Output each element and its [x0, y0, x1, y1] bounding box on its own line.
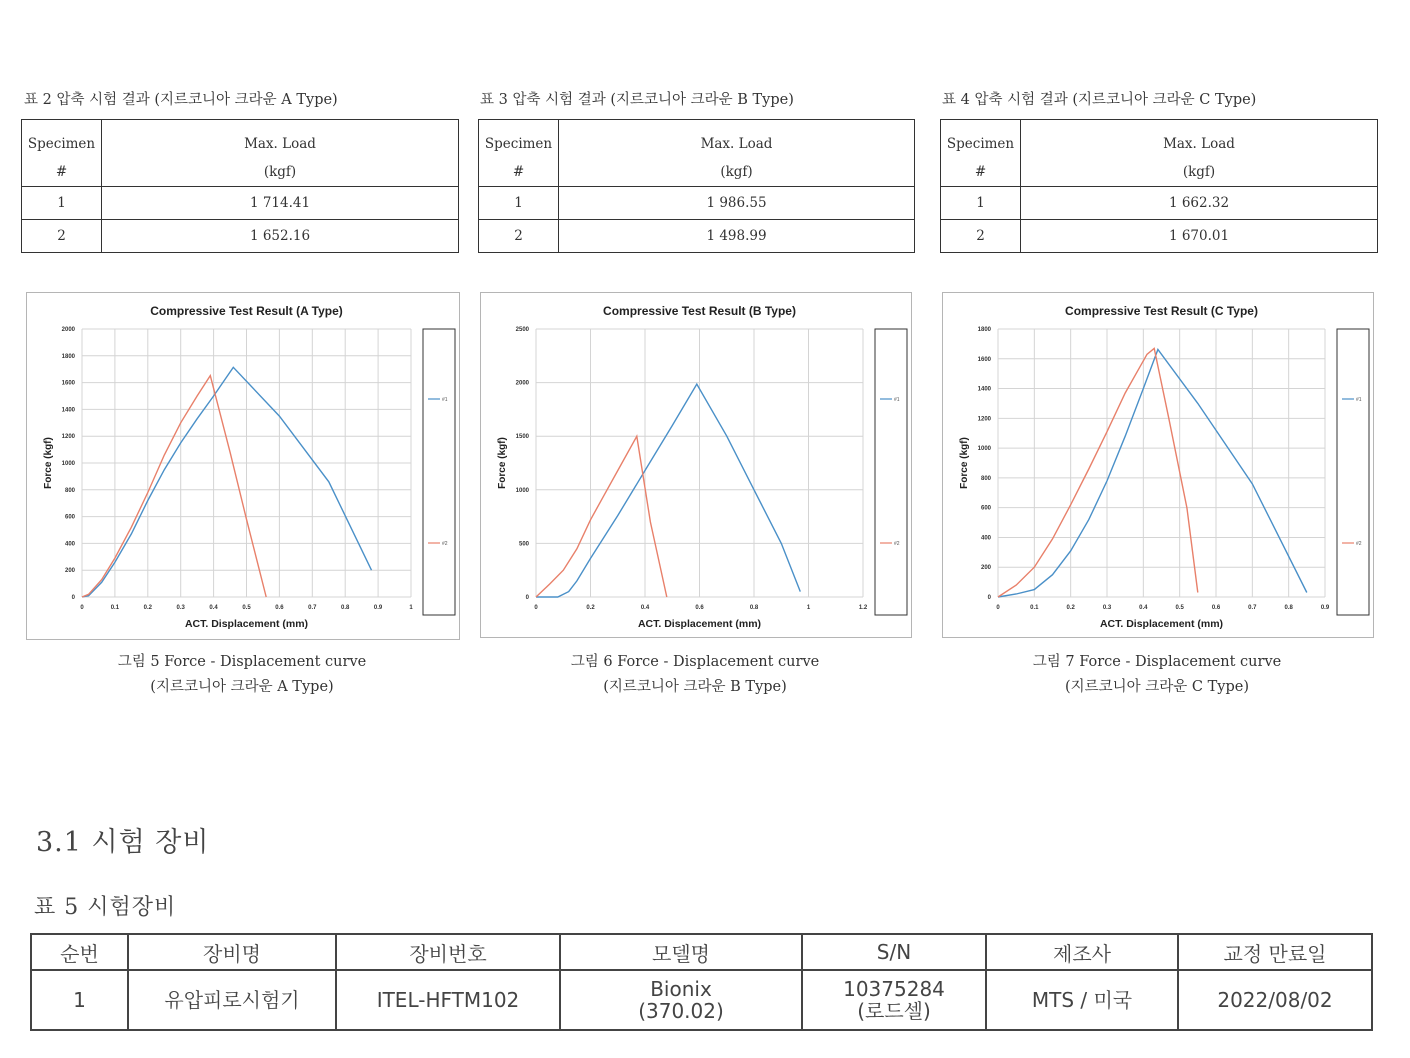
x-tick-label: 0.8 [749, 605, 759, 611]
x-tick-label: 0.2 [586, 605, 595, 611]
x-tick-label: 1.2 [858, 605, 868, 611]
y-tick-label: 400 [64, 541, 75, 548]
chart-c [942, 292, 1374, 638]
chart-title: Compressive Test Result (B Type) [603, 304, 796, 318]
equipment-header-row: 순번 장비명 장비번호 모델명 S/N 제조사 교정 만료일 [31, 934, 1372, 970]
table-4-caption: 표 4 압축 시험 결과 (지르코니아 크라운 C Type) [942, 92, 1257, 108]
legend-box [423, 329, 455, 615]
legend-entry: #1 [442, 397, 448, 403]
table-row: 1 1 662.32 [941, 187, 1378, 220]
legend-box [875, 329, 907, 615]
result-table-b [478, 119, 915, 253]
y-tick-label: 500 [518, 541, 529, 548]
x-tick-label: 0.9 [1320, 605, 1330, 611]
figure-6-caption: 그림 6 Force - Displacement curve (지르코니아 크라운 B Type) [570, 654, 820, 695]
series-line-2 [82, 376, 266, 597]
y-tick-label: 1000 [515, 487, 529, 494]
y-tick-label: 1000 [977, 446, 991, 453]
y-tick-label: 1500 [515, 434, 529, 441]
table-row: 2 1 670.01 [941, 220, 1378, 253]
y-tick-label: 2000 [61, 327, 75, 333]
x-tick-label: 0.8 [341, 605, 350, 611]
series-line-1 [536, 384, 800, 597]
x-axis-label: ACT. Displacement (mm) [184, 618, 309, 630]
x-tick-label: 0 [996, 605, 1000, 611]
table-2-caption: 표 2 압축 시험 결과 (지르코니아 크라운 A Type) [24, 92, 338, 108]
legend-entry: #2 [1356, 541, 1362, 547]
x-tick-label: 0.8 [1284, 605, 1293, 611]
specimen-header: Specimen # [941, 120, 1021, 187]
figure-7-caption: 그림 7 Force - Displacement curve (지르코니아 크라운 C Type) [1032, 654, 1282, 695]
x-tick-label: 0.7 [1248, 605, 1257, 611]
table-row: 2 1 498.99 [479, 220, 915, 253]
table-5-caption: 표 5 시험장비 [34, 895, 177, 920]
x-tick-label: 0.5 [1175, 605, 1184, 611]
y-tick-label: 2000 [515, 380, 529, 387]
x-tick-label: 0.1 [1030, 605, 1039, 611]
series-line-2 [998, 348, 1198, 597]
y-tick-label: 1200 [977, 416, 991, 423]
result-table-c [940, 119, 1378, 253]
y-tick-label: 1400 [61, 407, 75, 414]
figure-5-caption: 그림 5 Force - Displacement curve (지르코니아 크라운 A Type) [117, 654, 367, 695]
chart-c-svg [943, 293, 1373, 637]
legend-box [1337, 329, 1369, 615]
load-header: Max. Load (kgf) [559, 120, 915, 187]
chart-title: Compressive Test Result (C Type) [1065, 304, 1258, 318]
legend-entry: #1 [1356, 397, 1362, 403]
x-tick-label: 0.4 [640, 605, 650, 611]
x-tick-label: 0.9 [373, 605, 383, 611]
y-tick-label: 800 [64, 487, 75, 494]
y-axis-label: Force (kgf) [959, 437, 970, 489]
y-tick-label: 0 [71, 595, 75, 601]
equipment-table [30, 933, 1373, 1031]
y-tick-label: 600 [980, 505, 991, 512]
table-3-caption: 표 3 압축 시험 결과 (지르코니아 크라운 B Type) [480, 92, 794, 108]
chart-a-svg [27, 293, 459, 639]
y-tick-label: 0 [987, 595, 991, 601]
series-line-1 [82, 367, 372, 597]
specimen-header: Specimen # [479, 120, 559, 187]
x-tick-label: 1 [806, 605, 811, 611]
x-tick-label: 0.7 [308, 605, 317, 611]
table-row: 1 1 986.55 [479, 187, 915, 220]
load-header: Max. Load (kgf) [1021, 120, 1378, 187]
y-tick-label: 0 [525, 595, 529, 601]
x-tick-label: 0.5 [242, 605, 251, 611]
series-line-2 [536, 436, 667, 597]
y-tick-label: 800 [980, 475, 991, 482]
table-row: 1 1 714.41 [22, 187, 459, 220]
y-tick-label: 1600 [61, 380, 75, 387]
table-row: 1 유압피로시험기 ITEL-HFTM102 Bionix (370.02) 10375284 (로드셀) MTS / 미국 2022/08/02 [31, 970, 1372, 1030]
y-tick-label: 200 [980, 565, 991, 572]
chart-b [480, 292, 912, 638]
y-axis-label: Force (kgf) [43, 437, 54, 489]
chart-b-svg [481, 293, 911, 637]
load-header: Max. Load (kgf) [102, 120, 459, 187]
series-line-1 [998, 350, 1307, 598]
x-tick-label: 0.4 [1139, 605, 1148, 611]
x-tick-label: 0.4 [209, 605, 218, 611]
x-axis-label: ACT. Displacement (mm) [637, 618, 762, 630]
y-tick-label: 600 [64, 514, 75, 521]
chart-title: Compressive Test Result (A Type) [150, 304, 343, 318]
y-tick-label: 1200 [61, 434, 75, 441]
x-tick-label: 0.6 [695, 605, 704, 611]
x-tick-label: 0.6 [275, 605, 284, 611]
y-tick-label: 2500 [515, 327, 529, 333]
x-tick-label: 0 [534, 605, 538, 611]
y-axis-label: Force (kgf) [497, 437, 508, 489]
x-tick-label: 1 [409, 605, 413, 611]
y-tick-label: 400 [980, 535, 991, 542]
y-tick-label: 1600 [977, 356, 991, 363]
chart-a [26, 292, 460, 640]
y-tick-label: 1000 [61, 461, 75, 467]
x-tick-label: 0 [80, 605, 84, 611]
legend-entry: #2 [894, 541, 900, 547]
y-tick-label: 1800 [61, 353, 75, 360]
table-row: 2 1 652.16 [22, 220, 459, 253]
specimen-header: Specimen # [22, 120, 102, 187]
legend-entry: #2 [442, 541, 448, 547]
x-tick-label: 0.3 [176, 605, 185, 611]
y-tick-label: 200 [64, 568, 75, 575]
x-tick-label: 0.3 [1102, 605, 1112, 611]
y-tick-label: 1400 [977, 386, 991, 393]
x-tick-label: 0.1 [110, 605, 120, 611]
x-tick-label: 0.2 [1066, 605, 1075, 611]
result-table-a [21, 119, 459, 253]
x-tick-label: 0.6 [1211, 605, 1221, 611]
x-tick-label: 0.2 [143, 605, 152, 611]
legend-entry: #1 [894, 397, 900, 403]
y-tick-label: 1800 [977, 327, 991, 333]
x-axis-label: ACT. Displacement (mm) [1099, 618, 1224, 630]
section-title: 3.1 시험 장비 [36, 827, 210, 858]
